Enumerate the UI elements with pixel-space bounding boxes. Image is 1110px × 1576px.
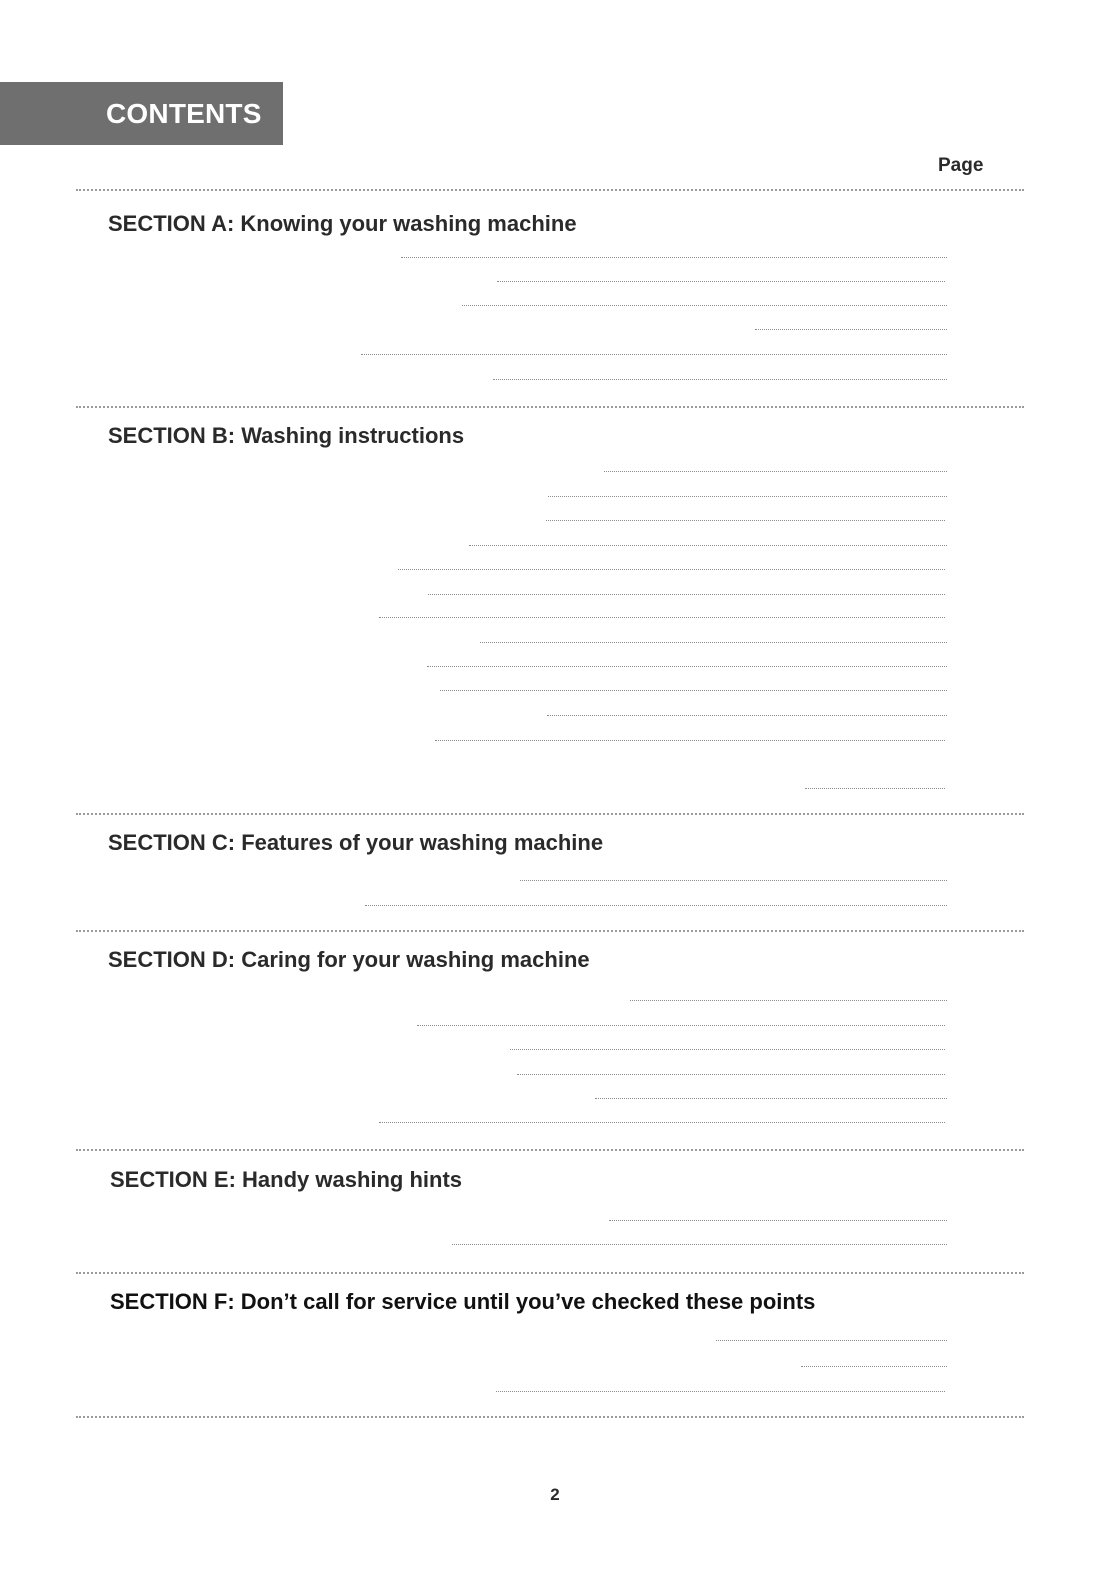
toc-leader [462, 305, 947, 306]
section-separator [76, 930, 1024, 932]
toc-leader [630, 1000, 947, 1001]
toc-leader [379, 1122, 945, 1123]
toc-leader [497, 281, 945, 282]
section-a-title: SECTION A: Knowing your washing machine [108, 211, 577, 236]
toc-leader [496, 1391, 945, 1392]
toc-leader [428, 594, 945, 595]
toc-leader [480, 642, 947, 643]
toc-leader [604, 471, 947, 472]
section-separator [76, 406, 1024, 408]
toc-leader [805, 788, 945, 789]
section-separator [76, 189, 1024, 191]
section-e-title: SECTION E: Handy washing hints [110, 1167, 463, 1192]
toc-leader [440, 690, 947, 691]
page-column-label: Page [938, 155, 984, 176]
section-c-title: SECTION C: Features of your washing machine [108, 830, 604, 855]
toc-leader [452, 1244, 947, 1245]
toc-leader [417, 1025, 945, 1026]
toc-leader [365, 905, 947, 906]
toc-leader [379, 617, 945, 618]
toc-leader [546, 520, 945, 521]
toc-leader [755, 329, 947, 330]
contents-title: CONTENTS [106, 98, 262, 129]
contents-banner [0, 82, 283, 145]
section-b-title: SECTION B: Washing instructions [108, 423, 465, 448]
toc-leader [427, 666, 947, 667]
page-number: 2 [550, 1485, 560, 1504]
toc-leader [361, 354, 947, 355]
toc-leader [609, 1220, 947, 1221]
toc-leader [547, 715, 947, 716]
toc-leader [595, 1098, 947, 1099]
section-d-title: SECTION D: Caring for your washing machine [108, 947, 590, 972]
toc-leader [520, 880, 947, 881]
toc-leader [548, 496, 947, 497]
toc-leader [801, 1366, 947, 1367]
section-separator [76, 813, 1024, 815]
toc-leader [716, 1340, 947, 1341]
toc-leader [517, 1074, 945, 1075]
section-separator [76, 1149, 1024, 1151]
toc-leader [469, 545, 947, 546]
toc-leader [398, 569, 945, 570]
section-f-title: SECTION F: Don’t call for service until you’ve checked these points [110, 1289, 816, 1314]
toc-leader [401, 257, 947, 258]
toc-leader [435, 740, 945, 741]
toc-leader [510, 1049, 945, 1050]
section-separator [76, 1272, 1024, 1274]
toc-leader [493, 379, 947, 380]
section-separator [76, 1416, 1024, 1418]
